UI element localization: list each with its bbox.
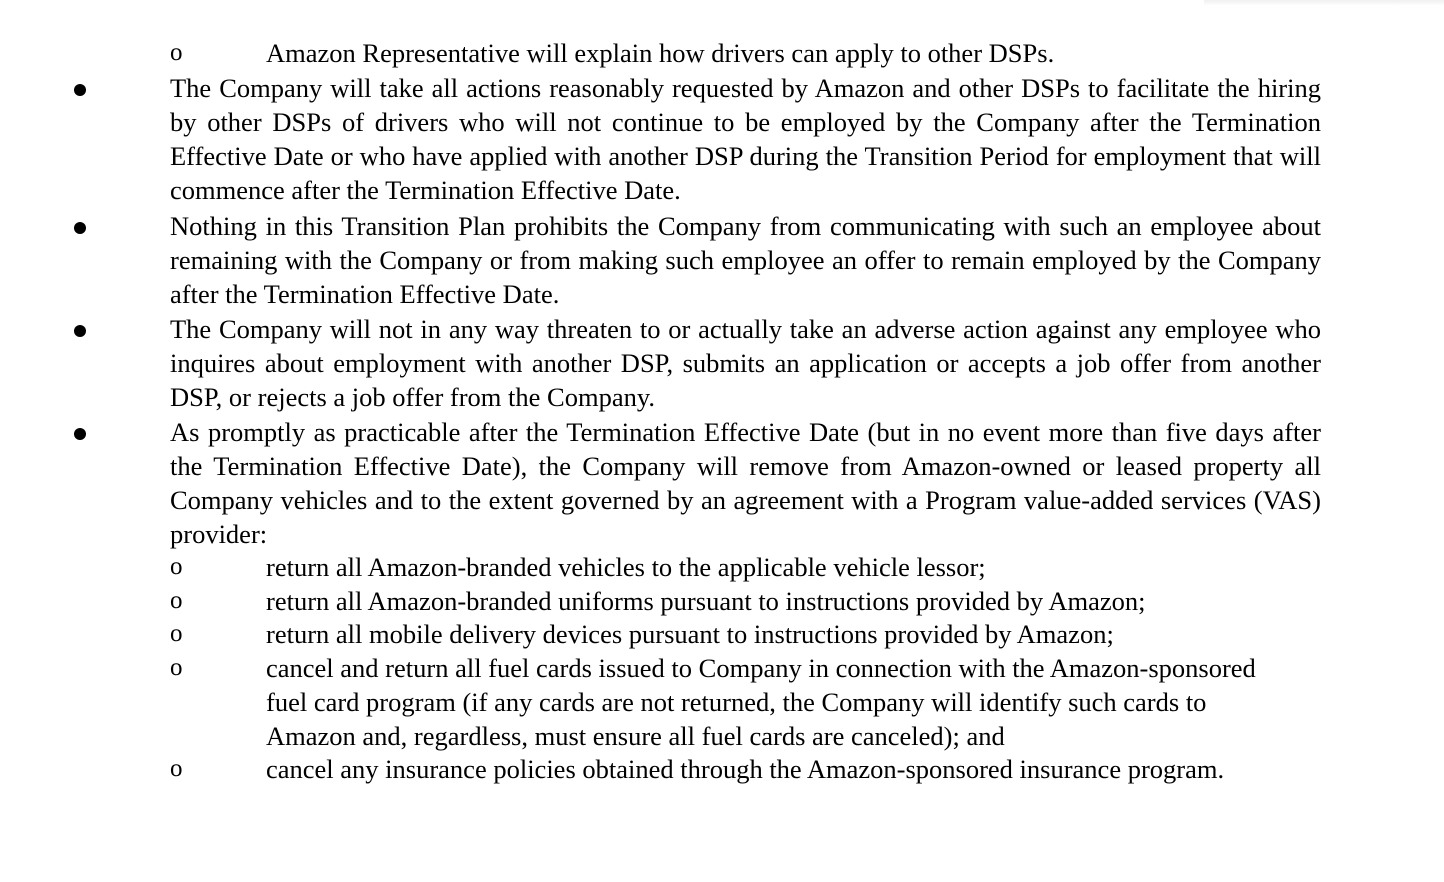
bullet-icon [74,71,88,105]
circle-bullet-icon: o [170,755,183,782]
circle-bullet-icon: o [170,654,183,681]
subitem-text: cancel any insurance policies obtained through the Amazon-sponsored insurance program. [266,754,1225,784]
subitem-text: return all mobile delivery devices pursuant to instructions provided by Amazon; [266,619,1114,649]
subitem-text: cancel and return all fuel cards issued to Company in connection with the Amazon-sponsored fuel card program (if any cards are not returned, the Company will identify such cards to Amazon and, regardless, must ensure all fuel cards are canceled); and [266,653,1256,751]
circle-bullet-icon: o [170,39,183,66]
bullet-icon [74,312,88,346]
bullet-text: The Company will take all actions reasonably requested by Amazon and other DSPs to facilitate the hiring by other DSPs of drivers who will not continue to be employed by the Company after the Termination Effective Date or who have applied with another DSP during the Transition Period for employment that will commence after the Termination Effective Date. [170,73,1321,205]
subitem-text: Amazon Representative will explain how drivers can apply to other DSPs. [266,38,1055,68]
bullet-text: The Company will not in any way threaten to or actually take an adverse action against any employee who inquires about employment with another DSP, submits an application or accepts a job offer from another DSP, or rejects a job offer from the Company. [170,314,1321,412]
page-edge-shadow [1204,0,1444,6]
bullet-icon [74,415,88,449]
bullet-icon [74,209,88,243]
circle-bullet-icon: o [170,587,183,614]
list-item [0,36,1444,70]
circle-bullet-icon: o [170,553,183,580]
bullet-text: As promptly as practicable after the Termination Effective Date (but in no event more than five days after the Termination Effective Date), the Company will remove from Amazon-owned or leased property all Company vehicles and to the extent governed by an agreement with a Program value-added services (VAS) provider: [170,417,1321,549]
circle-bullet-icon: o [170,620,183,647]
subitem-text: return all Amazon-branded uniforms pursuant to instructions provided by Amazon; [266,586,1146,616]
subitem-text: return all Amazon-branded vehicles to the applicable vehicle lessor; [266,552,986,582]
bullet-text: Nothing in this Transition Plan prohibits the Company from communicating with such an employee about remaining with the Company or from making such employee an offer to remain employed by the Company after the Termination Effective Date. [170,211,1321,309]
